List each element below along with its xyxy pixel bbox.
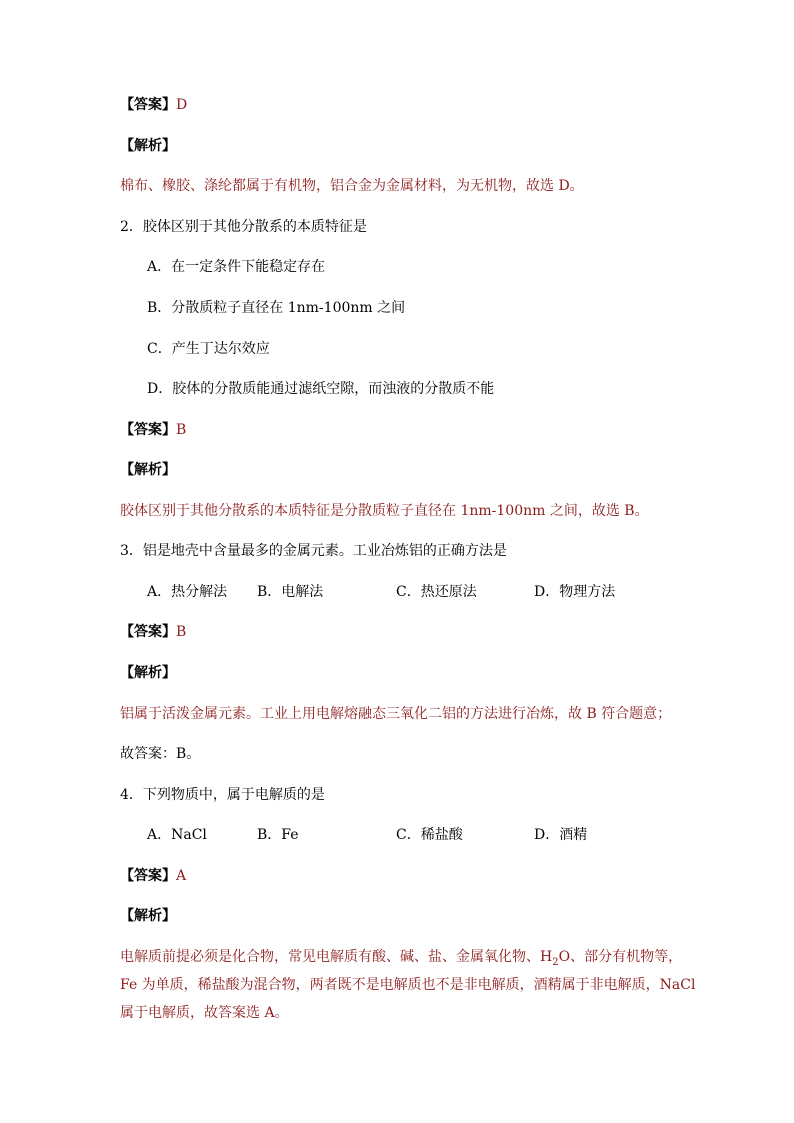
analysis-text-4a (120, 948, 682, 972)
analysis-text-4a-part1: 电解质前提必须是化合物，常见电解质有酸、碱、盐、金属氧化物、H (120, 949, 553, 965)
analysis-tag: 【解析】 (120, 908, 176, 924)
question-3-option-d: D．物理方法 (534, 584, 616, 600)
analysis-text-4c: 属于电解质，故答案选 A。 (120, 1005, 289, 1021)
question-2-option-c: C．产生丁达尔效应 (147, 341, 270, 357)
analysis-tag: 【解析】 (120, 462, 176, 478)
answer-line-1 (120, 96, 187, 114)
answer-tag: 【答案】 (120, 422, 176, 438)
answer-tag: 【答案】 (120, 97, 176, 113)
answer-tag: 【答案】 (120, 868, 176, 884)
analysis-text-2: 胶体区别于其他分散系的本质特征是分散质粒子直径在 1nm-100nm 之间，故选 B。 (120, 503, 649, 519)
question-3-option-c: C．热还原法 (396, 584, 477, 600)
answer-value: B (176, 422, 187, 438)
analysis-text-4a-part2: O、部分有机物等， (558, 949, 683, 965)
answer-tag: 【答案】 (120, 624, 176, 640)
question-4-option-c: C．稀盐酸 (396, 827, 463, 843)
question-4-option-b: B．Fe (257, 827, 299, 843)
answer-line-4 (120, 867, 186, 885)
subscript-2: 2 (552, 956, 559, 968)
question-3-stem: 3．铝是地壳中含量最多的金属元素。工业冶炼铝的正确方法是 (120, 543, 507, 559)
question-2-option-b: B．分散质粒子直径在 1nm-100nm 之间 (147, 300, 406, 316)
analysis-tag: 【解析】 (120, 665, 176, 681)
analysis-text-4b: Fe 为单质，稀盐酸为混合物，两者既不是电解质也不是非电解质，酒精属于非电解质，NaCl (120, 977, 696, 993)
answer-value: D (176, 97, 188, 113)
analysis-text-3a: 铝属于活泼金属元素。工业上用电解熔融态三氧化二铝的方法进行冶炼，故 B 符合题意； (120, 706, 672, 722)
analysis-text-1: 棉布、橡胶、涤纶都属于有机物，铝合金为金属材料，为无机物，故选 D。 (120, 178, 584, 194)
question-4-option-a: A．NaCl (147, 827, 207, 843)
question-3-option-b: B．电解法 (257, 584, 324, 600)
question-3-option-a: A．热分解法 (147, 584, 228, 600)
question-4-option-d: D．酒精 (534, 827, 588, 843)
analysis-text-3b: 故答案：B。 (120, 746, 201, 762)
answer-value: B (176, 624, 187, 640)
answer-line-3 (120, 623, 186, 641)
answer-line-2 (120, 421, 186, 439)
question-2-stem: 2．胶体区别于其他分散系的本质特征是 (120, 219, 367, 235)
answer-value: A (176, 868, 187, 884)
question-4-stem: 4．下列物质中，属于电解质的是 (120, 787, 325, 803)
analysis-tag: 【解析】 (120, 138, 176, 154)
question-2-option-d: D．胶体的分散质能通过滤纸空隙，而浊液的分散质不能 (147, 381, 495, 397)
question-2-option-a: A．在一定条件下能稳定存在 (147, 259, 326, 275)
